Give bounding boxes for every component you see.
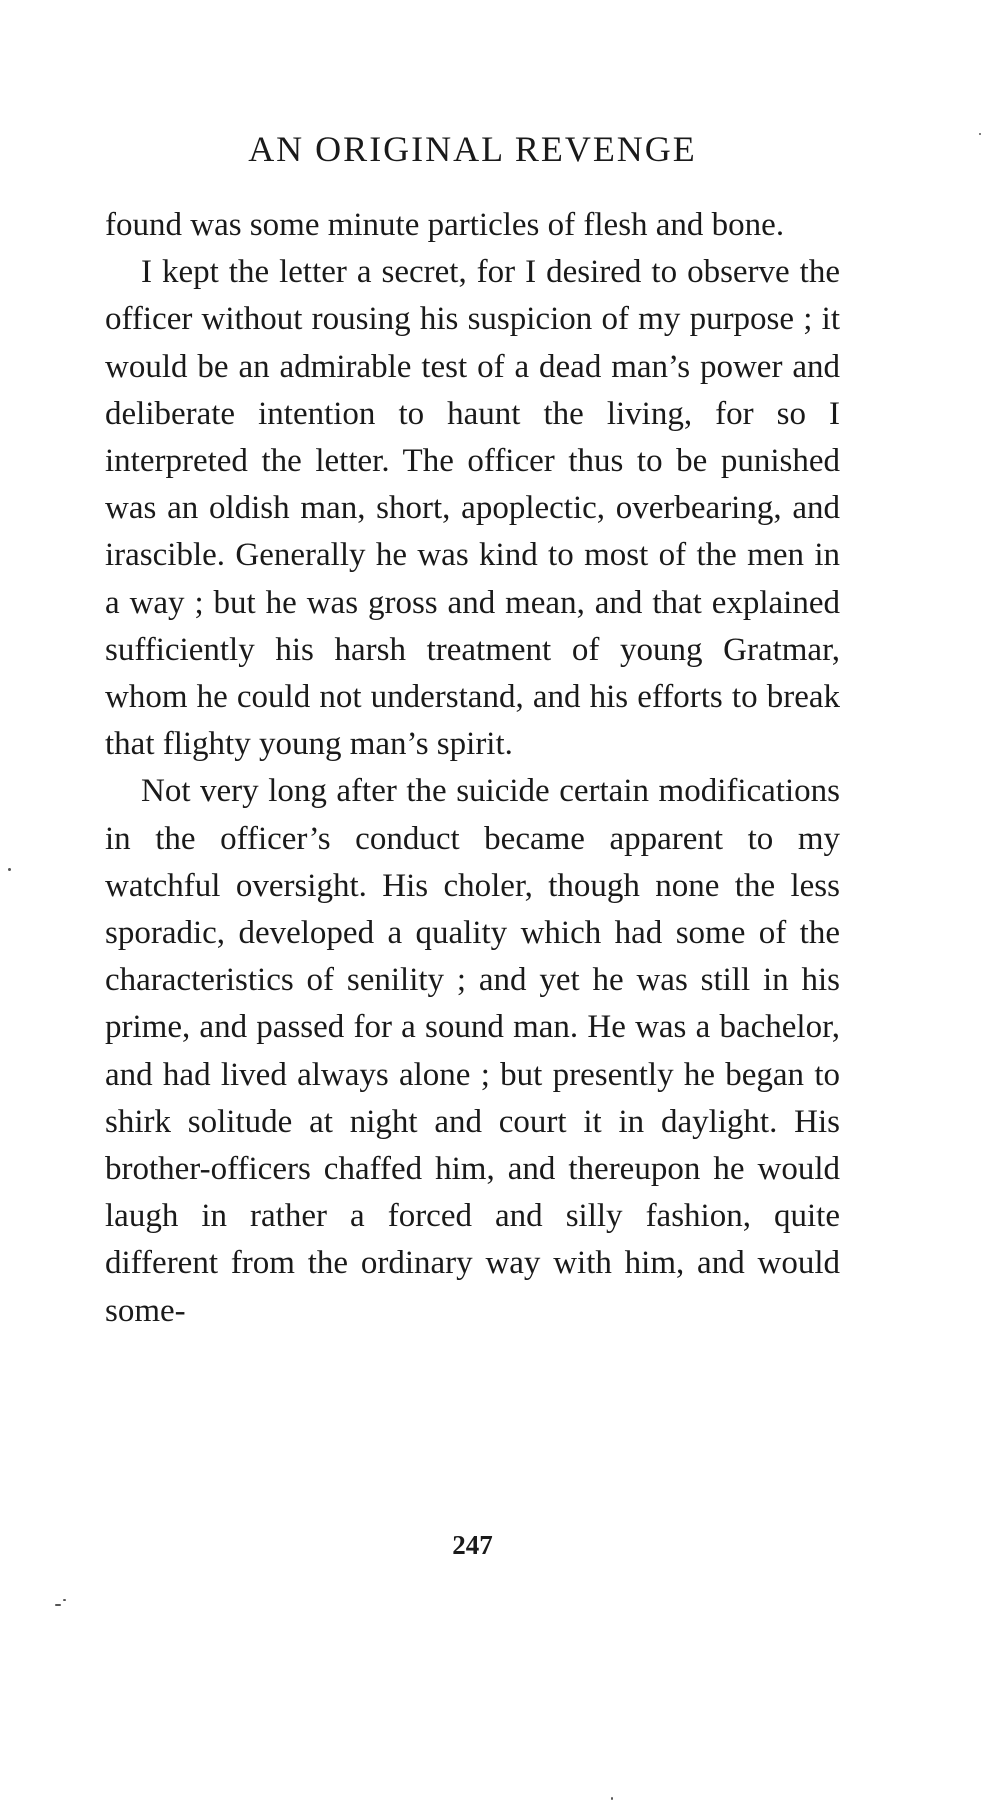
running-title: AN ORIGINAL REVENGE — [248, 129, 697, 169]
paragraph-continuation: found was some minute particles of flesh and bone. — [105, 207, 785, 243]
scan-speck — [63, 1599, 66, 1601]
scan-speck — [611, 1797, 613, 1800]
scan-speck — [55, 1604, 61, 1606]
paragraph-officer-conduct: Not very long after the suicide certain modifications in the officer’s conduct became apparent to my watchful oversight. His choler, though none the less sporadic, developed a quality which had some of the characteristics of senility ; and yet he was still in his prime, and passed for a sound man. He was a bachelor, and had lived always alone ; but presently he began to shirk solitude at night and court it in daylight. His brother-officers chaffed him, and thereupon he would laugh in rather a forced and silly fashion, quite different from the ordinary way with him, and would some- — [105, 773, 840, 1329]
scan-speck — [8, 868, 11, 871]
page-number: 247 — [452, 1530, 493, 1560]
scan-speck — [979, 133, 981, 135]
paragraph-letter-secret: I kept the letter a secret, for I desired to observe the officer without rousing his suspicion of my purpose ; it would be an admirable test of a dead man’s power and deliberate intention to haunt the living, for so I interpreted the letter. The officer thus to be punished was an oldish man, short, apoplectic, overbearing, and irascible. Generally he was kind to most of the men in a way ; but he was gross and mean, and that explained sufficiently his harsh treatment of young Gratmar, whom he could not understand, and his efforts to break that flighty young man’s spirit. — [105, 254, 840, 763]
body-text — [105, 202, 840, 1335]
